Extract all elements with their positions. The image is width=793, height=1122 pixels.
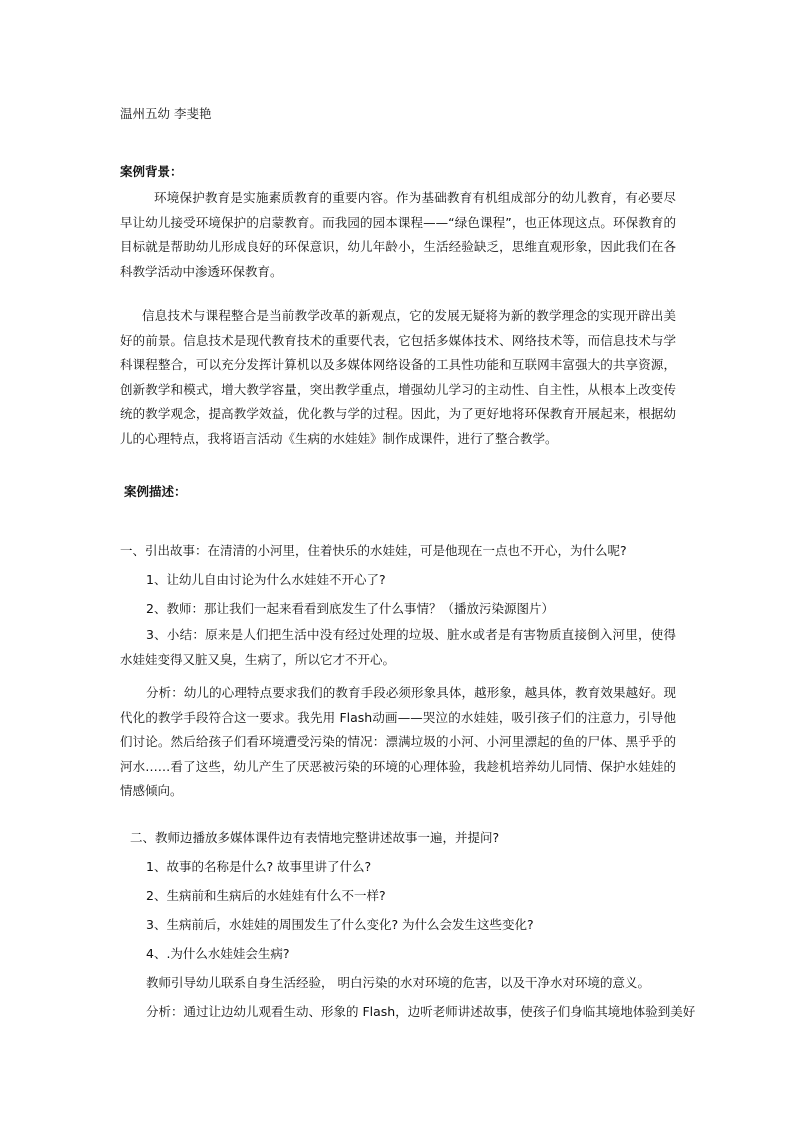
section-1-item-1: 1、让幼儿自由讨论为什么水娃娃不开心了? bbox=[146, 572, 386, 587]
background-heading: 案例背景： bbox=[120, 164, 183, 179]
section-2-title: 二、教师边播放多媒体课件边有表情地完整讲述故事一遍，并提问? bbox=[130, 830, 500, 845]
section-2-item-2: 2、生病前和生病后的水娃娃有什么不一样? bbox=[146, 888, 386, 903]
section-1-title: 一、引出故事：在清清的小河里，住着快乐的水娃娃，可是他现在一点也不开心，为什么呢? bbox=[120, 543, 627, 558]
section-1-analysis: 分析：幼儿的心理特点要求我们的教育手段必须形象具体，越形象，越具体，教育效果越好。现代化的教学手段符合这一要求。我先用 Flash动画——哭泣的水娃娃，吸引孩子们的注意力，引导他们讨论。然后给孩子们看环境遭受污染的情况：漂满垃圾的小河、小河里漂起的鱼的尸体、黑乎乎的河水……看了这些，幼儿产生了厌恶被污染的环境的心理体验，我趁机培养幼儿同情、保护水娃娃的情感倾向。 bbox=[120, 685, 676, 798]
section-2-guidance: 教师引导幼儿联系自身生活经验， 明白污染的水对环境的危害，以及干净水对环境的意义。 bbox=[146, 975, 650, 990]
section-1-item-3: 3、小结：原来是人们把生活中没有经过处理的垃圾、脏水或者是有害物质直接倒入河里，使得水娃娃变得又脏又臭，生病了，所以它才不开心。 bbox=[120, 627, 676, 667]
author-line: 温州五幼 李斐艳 bbox=[120, 106, 212, 121]
section-1-item-2: 2、教师：那让我们一起来看看到底发生了什么事情？（播放污染源图片） bbox=[146, 601, 554, 616]
description-heading: 案例描述： bbox=[124, 484, 187, 499]
background-paragraph-1: 环境保护教育是实施素质教育的重要内容。作为基础教育有机组成部分的幼儿教育，有必要尽早让幼儿接受环境保护的启蒙教育。而我园的园本课程——“绿色课程”，也正体现这点。环保教育的目标就是帮助幼儿形成良好的环保意识，幼儿年龄小，生活经验缺乏，思维直观形象，因此我们在各科教学活动中渗透环保教育。 bbox=[120, 190, 676, 279]
section-2-analysis: 分析：通过让边幼儿观看生动、形象的 Flash，边听老师讲述故事，使孩子们身临其境地体验到美好 bbox=[146, 1004, 696, 1019]
section-2-item-3: 3、生病前后，水娃娃的周围发生了什么变化? 为什么会发生这些变化? bbox=[146, 917, 534, 932]
section-2-item-4: 4、.为什么水娃娃会生病? bbox=[146, 946, 290, 961]
section-2-item-1: 1、故事的名称是什么? 故事里讲了什么? bbox=[146, 859, 372, 874]
background-paragraph-2: 信息技术与课程整合是当前教学改革的新观点，它的发展无疑将为新的教学理念的实现开辟出美好的前景。信息技术是现代教育技术的重要代表，它包括多媒体技术、网络技术等，而信息技术与学科课程整合，可以充分发挥计算机以及多媒体网络设备的工具性功能和互联网丰富强大的共享资源，创新教学和模式，增大教学容量，突出教学重点，增强幼儿学习的主动性、自主性，从根本上改变传统的教学观念，提高教学效益，优化教与学的过程。因此，为了更好地将环保教育开展起来，根据幼儿的心理特点，我将语言活动《生病的水娃娃》制作成课件，进行了整合教学。 bbox=[120, 308, 676, 446]
